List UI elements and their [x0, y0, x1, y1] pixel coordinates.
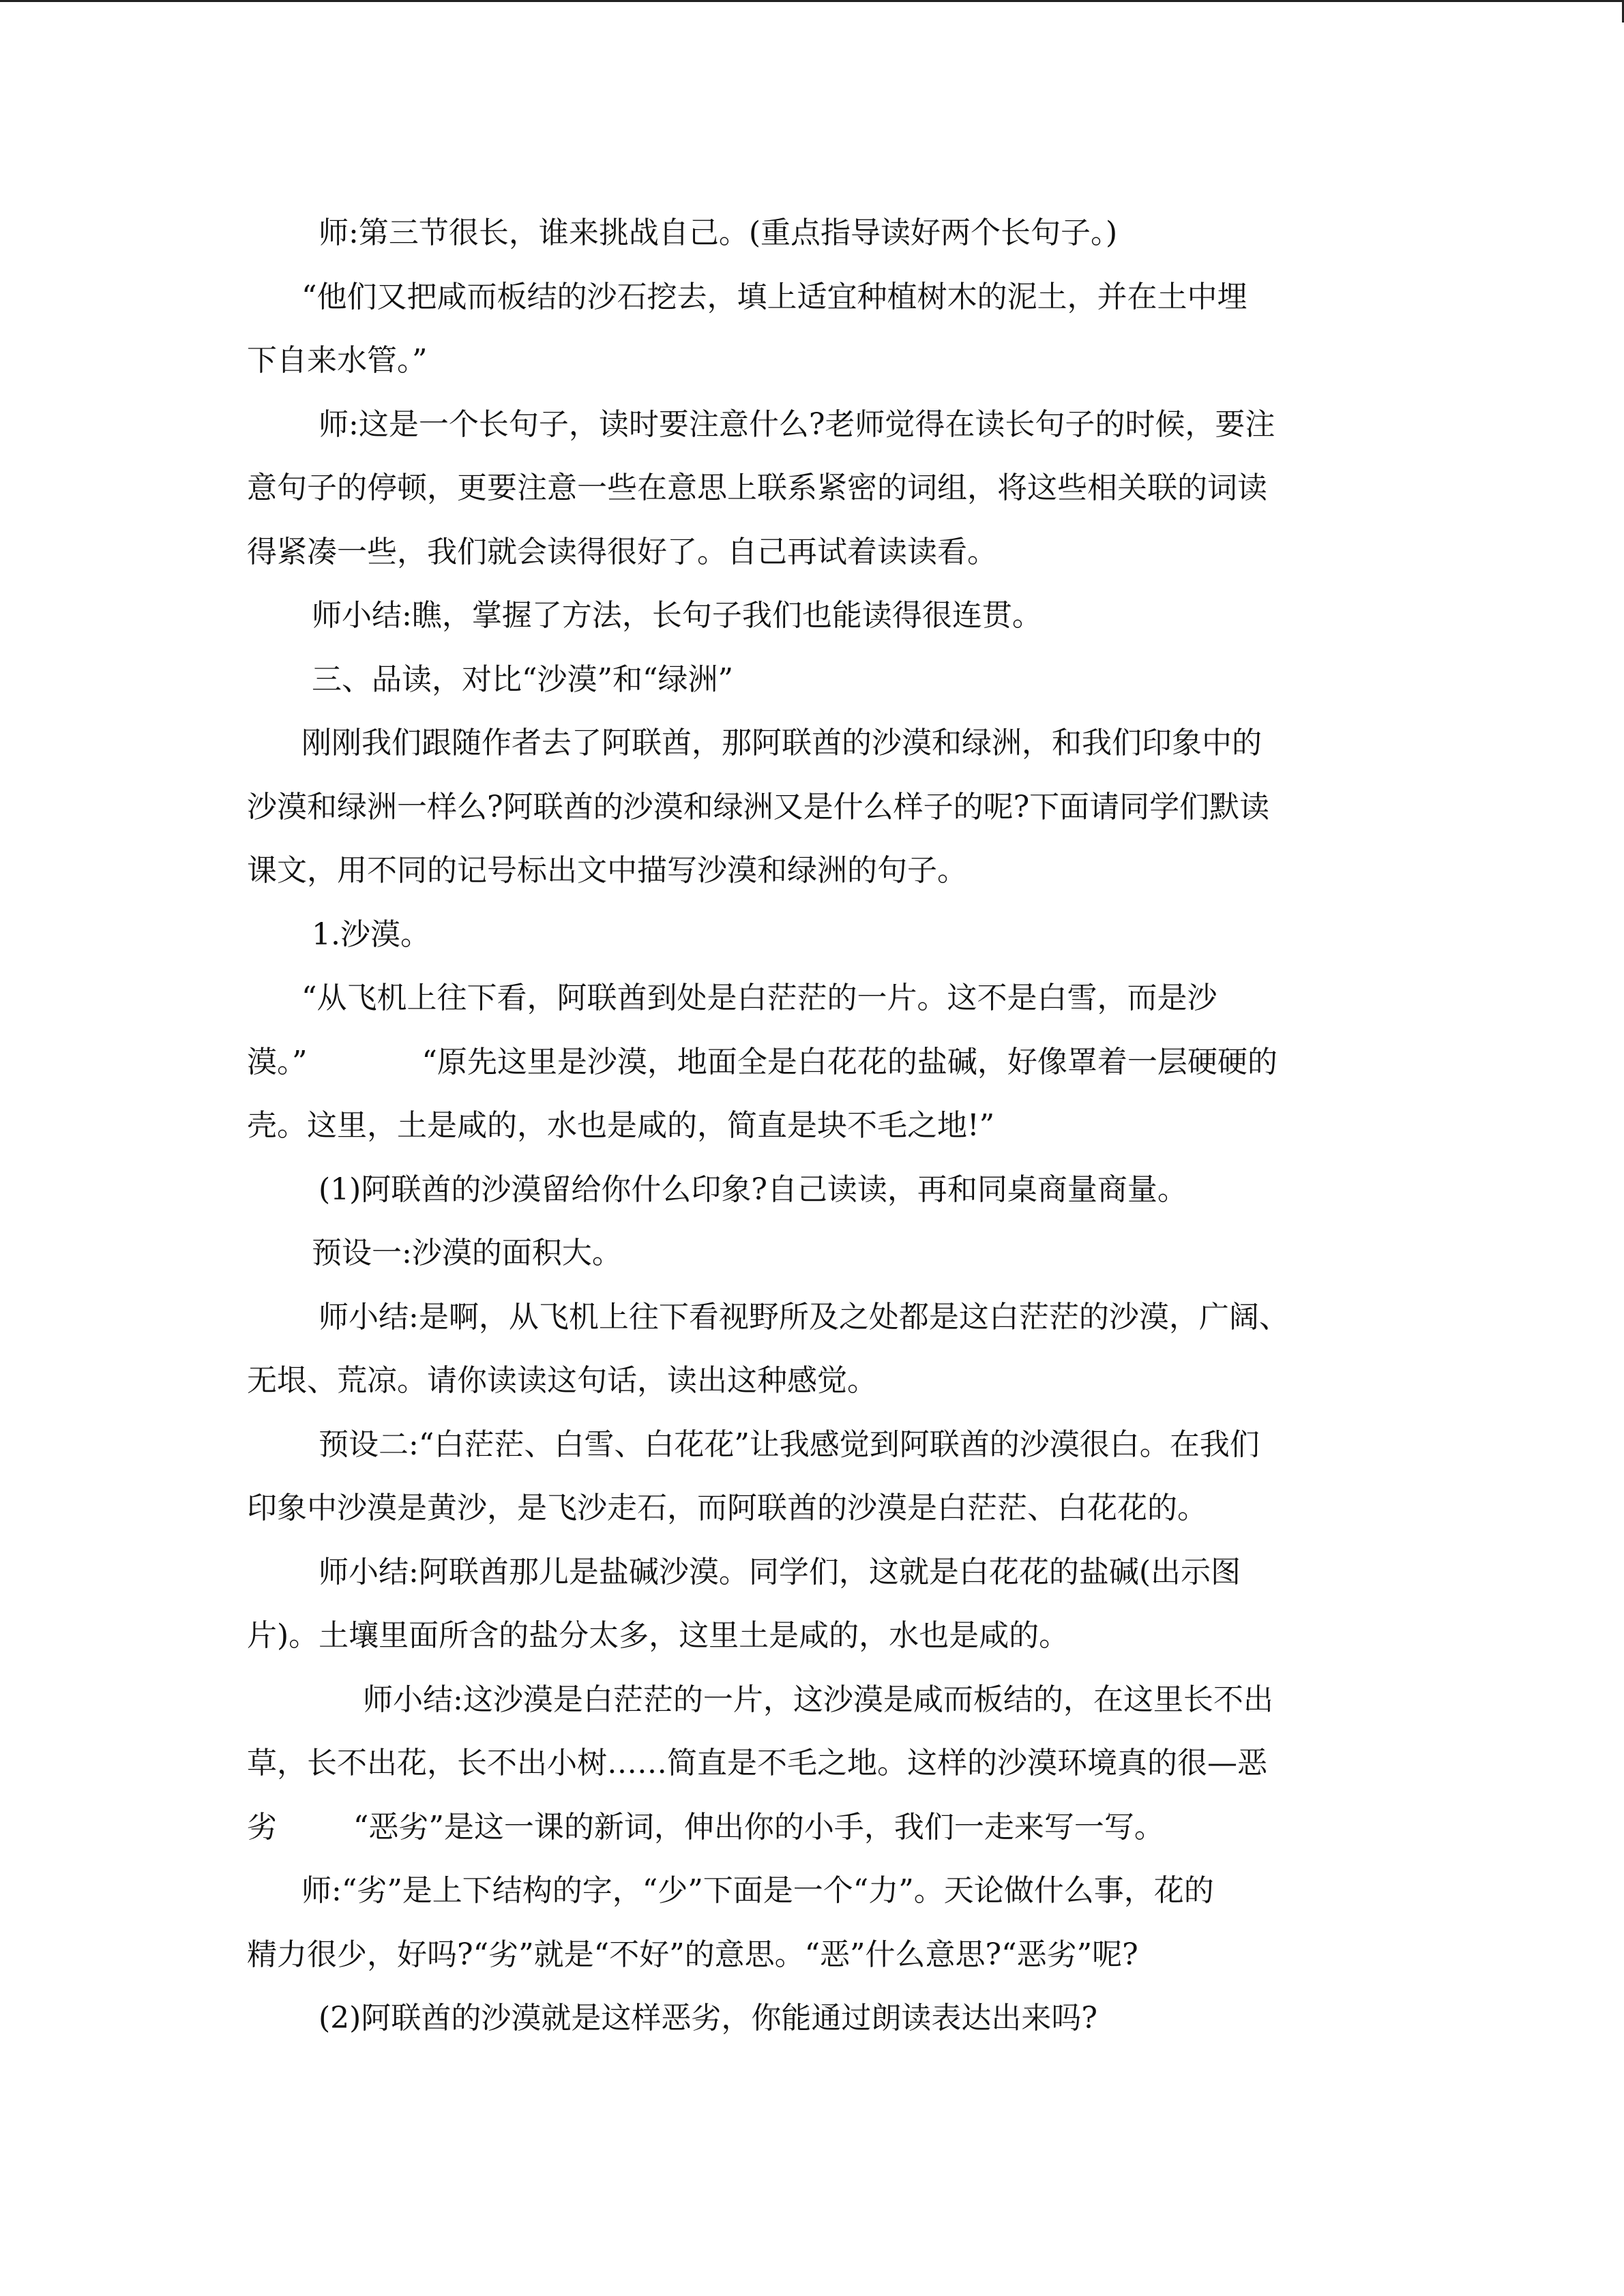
paragraph-line: 刚刚我们跟随作者去了阿联酋，那阿联酋的沙漠和绿洲，和我们印象中的 [301, 726, 1262, 760]
quote-line: 漠。” “原先这里是沙漠，地面全是白花花的盐碱，好像罩着一层硬硬的 [247, 1044, 1278, 1079]
subsection-heading: 1.沙漠。 [312, 916, 430, 952]
paragraph-line: 师:这是一个长句子，读时要注意什么?老师觉得在读长句子的时候，要注 [319, 406, 1275, 442]
paragraph-line: 劣 “恶劣”是这一课的新词，伸出你的小手，我们一走来写一写。 [247, 1809, 1164, 1845]
paragraph-line: 草，长不出花，长不出小树……简直是不毛之地。这样的沙漠环境真的很—恶 [247, 1746, 1267, 1780]
paragraph-line: 师小结:是啊，从飞机上往下看视野所及之处都是这白茫茫的沙漠，广阔、 [319, 1299, 1289, 1335]
paragraph-line: 得紧凑一些，我们就会读得很好了。自己再试着读读看。 [247, 534, 997, 569]
paragraph-line: 片)。土壤里面所含的盐分太多，这里土是咸的，水也是咸的。 [247, 1618, 1069, 1653]
paragraph-line: 师:“劣”是上下结构的字，“少”下面是一个“力”。天论做什么事，花的 [301, 1873, 1214, 1908]
paragraph-line: 沙漠和绿洲一样么?阿联酋的沙漠和绿洲又是什么样子的呢?下面请同学们默读 [247, 789, 1270, 824]
paragraph-line: 无垠、荒凉。请你读读这句话，读出这种感觉。 [247, 1363, 877, 1398]
section-heading: 三、品读，对比“沙漠”和“绿洲” [312, 661, 733, 697]
paragraph-line: 师小结:阿联酋那儿是盐碱沙漠。同学们，这就是白花花的盐碱(出示图 [319, 1554, 1241, 1590]
quote-line: “他们又把咸而板结的沙石挖去，填上适宜种植树木的泥土，并在土中埋 [301, 279, 1247, 314]
quote-line: “从飞机上往下看，阿联酋到处是白茫茫的一片。这不是白雪，而是沙 [301, 981, 1217, 1015]
document-body [247, 201, 1379, 2051]
paragraph-line: 课文，用不同的记号标出文中描写沙漠和绿洲的句子。 [247, 853, 967, 888]
question-line: (1)阿联酋的沙漠留给你什么印象?自己读读，再和同桌商量商量。 [319, 1172, 1187, 1207]
paragraph-line: 师小结:这沙漠是白茫茫的一片，这沙漠是咸而板结的，在这里长不出 [363, 1682, 1273, 1717]
paragraph-line: 师:第三节很长，谁来挑战自己。(重点指导读好两个长句子。) [319, 215, 1118, 250]
quote-line: 下自来水管。” [247, 343, 428, 378]
question-line: (2)阿联酋的沙漠就是这样恶劣，你能通过朗读表达出来吗? [319, 2001, 1097, 2036]
paragraph-line: 师小结:瞧，掌握了方法，长句子我们也能读得很连贯。 [312, 598, 1042, 633]
quote-line: 壳。这里，土是咸的，水也是咸的，简直是块不毛之地!” [247, 1108, 995, 1143]
paragraph-line: 印象中沙漠是黄沙，是飞沙走石，而阿联酋的沙漠是白茫茫、白花花的。 [247, 1491, 1207, 1525]
paragraph-line: 精力很少，好吗?“劣”就是“不好”的意思。“恶”什么意思?“恶劣”呢? [247, 1937, 1138, 1972]
paragraph-line: 意句子的停顿，更要注意一些在意思上联系紧密的词组，将这些相关联的词读 [247, 471, 1267, 505]
paragraph-line: 预设二:“白茫茫、白雪、白花花”让我感觉到阿联酋的沙漠很白。在我们 [319, 1427, 1260, 1462]
paragraph-line: 预设一:沙漠的面积大。 [312, 1236, 622, 1270]
